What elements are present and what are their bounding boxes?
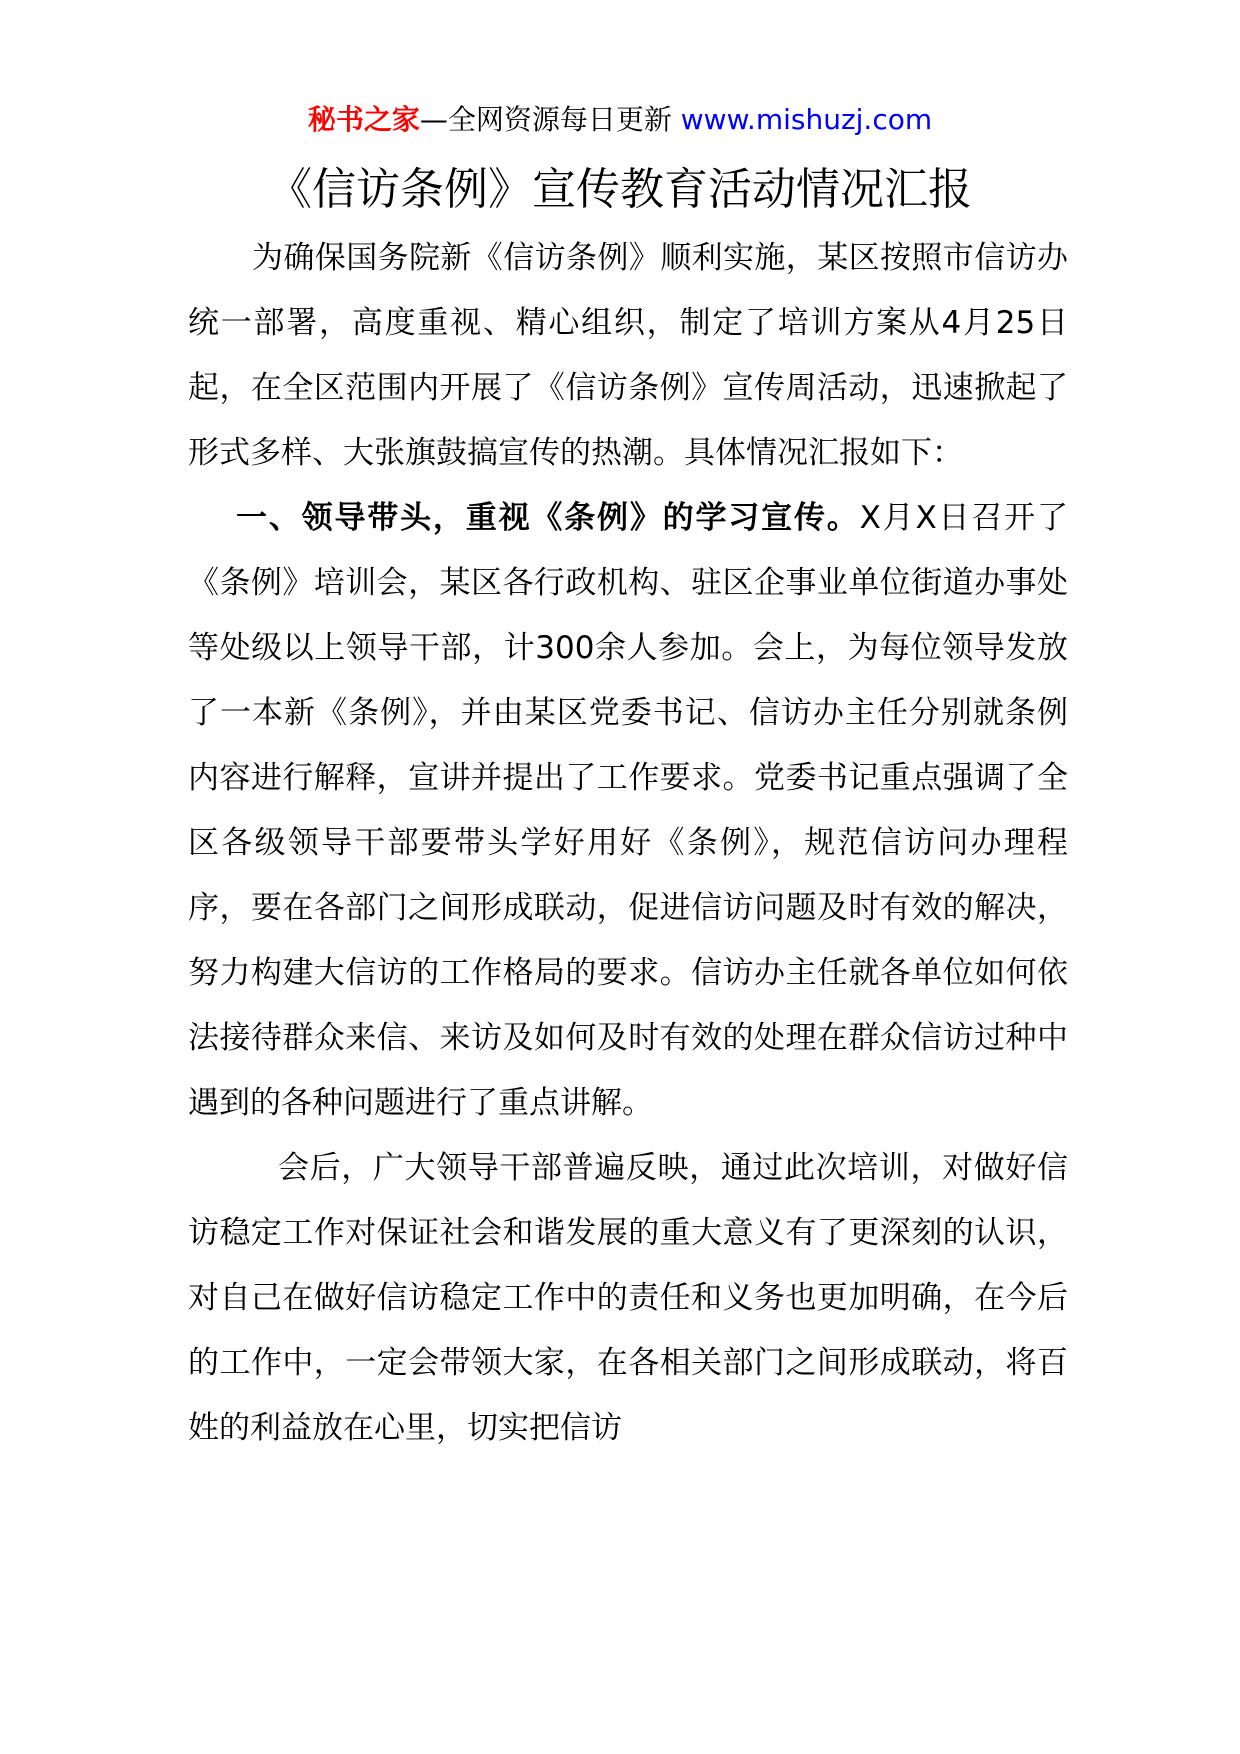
paragraph-text: 会后，广大领导干部普遍反映，通过此次培训，对做好信访稳定工作对保证社会和谐发展的重大意义有了更深刻的认识，对自己在做好信访稳定工作中的责任和义务也更加明确，在今后的工作中，一定会带领大家，在各相关部门之间形成联动，将百姓的利益放在心里，切实把信访: [188, 1150, 1068, 1446]
paragraph-section-1: [188, 486, 1068, 1136]
paragraph-feedback: [188, 1136, 1068, 1461]
paragraph-text: 为确保国务院新《信访条例》顺利实施，某区按照市信访办统一部署，高度重视、精心组织，制定了培训方案从4月25日起，在全区范围内开展了《信访条例》宣传周活动，迅速掀起了形式多样、大张旗鼓搞宣传的热潮。具体情况汇报如下：: [188, 240, 1068, 471]
document-body: [188, 226, 1068, 1461]
document-title: 《信访条例》宣传教育活动情况汇报: [268, 164, 972, 215]
paragraph-text: X月X日召开了《条例》培训会，某区各行政机构、驻区企事业单位街道办事处等处级以上领导干部，计300余人参加。会上，为每位领导发放了一本新《条例》，并由某区党委书记、信访办主任分别就条例内容进行解释，宣讲并提出了工作要求。党委书记重点强调了全区各级领导干部要带头学好用好《条例》，规范信访问办理程序，要在各部门之间形成联动，促进信访问题及时有效的解决，努力构建大信访的工作格局的要求。信访办主任就各单位如何依法接待群众来信、来访及如何及时有效的处理在群众信访过种中遇到的各种问题进行了重点讲解。: [188, 500, 1068, 1121]
site-brand: 秘书之家: [307, 103, 420, 136]
section-heading: 一、领导带头，重视《条例》的学习宣传。: [236, 500, 860, 536]
paragraph-intro: [188, 226, 1068, 486]
site-header: [0, 100, 1240, 140]
site-url[interactable]: www.mishuzj.com: [680, 103, 933, 136]
site-tagline: —全网资源每日更新: [419, 103, 681, 136]
